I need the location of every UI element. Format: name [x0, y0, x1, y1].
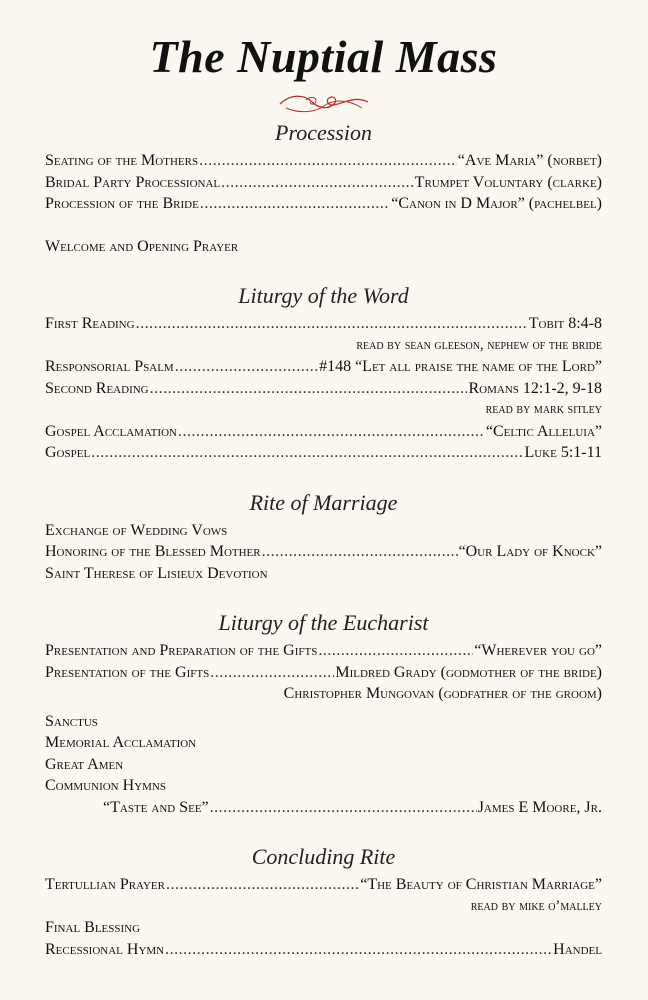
program-row [45, 150, 602, 172]
program-item: Final Blessing [45, 919, 141, 936]
section-heading-rite-marriage: Rite of Marriage [249, 489, 398, 515]
program-item-detail: James E Moore, Jr. [477, 798, 602, 816]
program-row [45, 541, 602, 563]
dot-leader [91, 442, 523, 464]
program-item-label: Procession of the Bride [45, 195, 199, 212]
dot-leader [262, 541, 458, 563]
program-item-label: Gospel Acclamation [45, 422, 177, 440]
dot-leader [200, 193, 390, 215]
dot-leader [318, 640, 473, 662]
flourish-ornament-icon [276, 90, 372, 116]
section-heading-concluding-rite: Concluding Rite [251, 844, 396, 869]
program-item-detail: Trumpet Voluntary (clarke) [414, 173, 602, 191]
program-item-label: Recessional Hymn [45, 940, 165, 958]
program-row [45, 356, 602, 378]
program-item-detail: Romans 12:1-2, 9-18 [468, 379, 602, 397]
program-item: Great Amen [45, 755, 124, 773]
program-item-label: Second Reading [45, 379, 149, 397]
program-item-detail: “Our Lady of Knock” [458, 543, 602, 560]
dot-leader [175, 356, 318, 378]
program-item-label: Seating of the Mothers [45, 152, 199, 169]
program-item: Communion Hymns [45, 777, 166, 794]
program-item-label: “Taste and See” [103, 798, 209, 816]
program-row [45, 378, 602, 400]
reader-note: read by sean gleeson, nephew of the bride [356, 336, 602, 353]
welcome-prayer: Welcome and Opening Prayer [45, 237, 239, 255]
page-title: The Nuptial Mass [149, 31, 498, 82]
program-item-label: Presentation and Preparation of the Gifts [45, 642, 318, 659]
program-item-detail: Luke 5:1-11 [524, 444, 602, 461]
program-item-detail: “Wherever you go” [474, 642, 602, 659]
program-item-label: Honoring of the Blessed Mother [45, 543, 261, 560]
program-row [45, 313, 602, 335]
gift-bearer-second: Christopher Mungovan (godfather of the groom) [283, 685, 602, 702]
program-item-detail: “Celtic Alleluia” [485, 422, 602, 440]
dot-leader [210, 662, 334, 684]
reader-note: read by mark sitley [485, 401, 602, 417]
program-row [45, 421, 602, 443]
dot-leader [150, 378, 468, 400]
dot-leader [221, 172, 414, 194]
program-item-label: Tertullian Prayer [45, 876, 165, 893]
reader-note: read by mike o’malley [470, 897, 602, 914]
spacer [45, 464, 602, 486]
program-row [45, 442, 602, 464]
program-item: Exchange of Wedding Vows [45, 521, 228, 539]
program-item-detail: Handel [553, 940, 602, 958]
program-row [45, 874, 602, 896]
program-item-label: First Reading [45, 315, 135, 332]
program-item-label: Bridal Party Processional [45, 173, 221, 191]
section-heading-liturgy-eucharist: Liturgy of the Eucharist [218, 610, 429, 635]
program-row [45, 640, 602, 662]
program-item: Sanctus [45, 712, 98, 730]
program-item-detail: “Canon in D Major” (pachelbel) [391, 195, 602, 212]
program-item-label: Presentation of the Gifts [45, 663, 210, 681]
dot-leader [166, 874, 359, 896]
dot-leader [210, 797, 477, 819]
program-item-detail: “The Beauty of Christian Marriage” [360, 876, 602, 893]
program-item-detail: #148 “Let all praise the name of the Lord” [319, 358, 602, 375]
spacer [45, 215, 602, 236]
dot-leader [165, 939, 552, 961]
program-row [45, 939, 602, 961]
program-row [45, 172, 602, 194]
program-row [45, 797, 602, 819]
program-item-detail: Tobit 8:4-8 [528, 315, 602, 332]
program-item-detail: “Ave Maria” (norbet) [457, 152, 602, 169]
program-item: Memorial Acclamation [45, 734, 197, 751]
section-heading-procession: Procession [275, 120, 372, 145]
spacer [45, 818, 602, 840]
program-item-label: Gospel [45, 444, 91, 461]
program-item-label: Responsorial Psalm [45, 358, 174, 375]
dot-leader [178, 421, 485, 443]
program-row [45, 193, 602, 215]
section-heading-liturgy-word: Liturgy of the Word [238, 283, 409, 308]
spacer [45, 584, 602, 606]
spacer [45, 257, 602, 279]
program-row [45, 662, 602, 684]
dot-leader [199, 150, 457, 172]
program-item-detail: Mildred Grady (godmother of the bride) [335, 663, 602, 681]
dot-leader [136, 313, 528, 335]
program-item: Saint Therese of Lisieux Devotion [45, 564, 268, 582]
